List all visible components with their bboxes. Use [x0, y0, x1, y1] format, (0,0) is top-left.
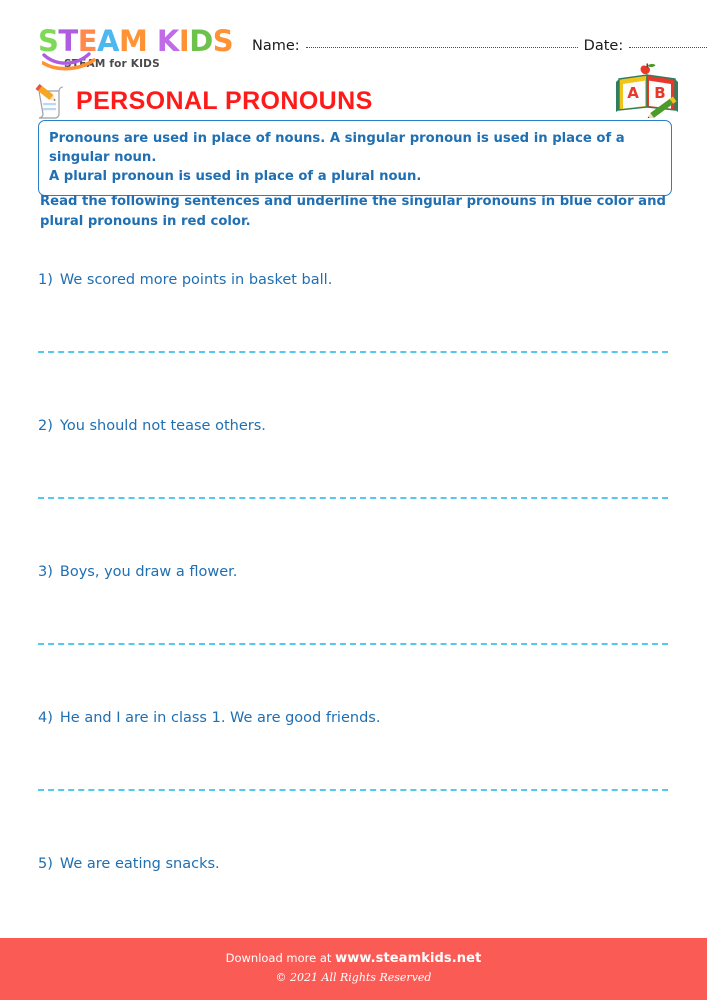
question-block: [0, 258, 707, 404]
scallop-edge: [0, 931, 707, 947]
name-date-fields: [252, 38, 682, 54]
logo-letter-7: I: [178, 24, 190, 58]
svg-text:A: A: [627, 84, 639, 102]
logo-letter-2: E: [77, 24, 97, 58]
name-label: Name:: [252, 38, 300, 54]
question-block: [0, 404, 707, 550]
date-input[interactable]: [629, 36, 707, 48]
abc-book-icon: [613, 62, 685, 118]
footer-download-prefix: Download more at: [225, 951, 332, 965]
logo-letter-4: M: [118, 24, 148, 58]
page-title: [30, 82, 373, 120]
question-sentence: We are eating snacks.: [59, 856, 220, 872]
logo-letter-8: D: [189, 24, 213, 58]
steam-kids-logo: [38, 26, 238, 70]
question-sentence: He and I are in class 1. We are good friends.: [59, 710, 381, 726]
question-number: 4): [38, 710, 53, 726]
question-number: 3): [38, 564, 53, 580]
question-sentence: Boys, you draw a flower.: [59, 564, 238, 580]
page-title-text: PERSONAL PRONOUNS: [76, 86, 373, 115]
page-header: [0, 0, 707, 78]
instruction-line-1: Pronouns are used in place of nouns. A singular pronoun is used in place of a singular noun.: [49, 131, 625, 165]
question-text: [38, 564, 237, 580]
answer-line[interactable]: [38, 351, 668, 353]
question-sentence: We scored more points in basket ball.: [59, 272, 333, 288]
question-block: [0, 696, 707, 842]
question-number: 5): [38, 856, 53, 872]
logo-letter-6: K: [156, 24, 179, 58]
read-instruction: Read the following sentences and underline the singular pronouns in blue color and plural pronouns in red color.: [40, 194, 666, 229]
question-text: [38, 272, 332, 288]
question-number: 2): [38, 418, 53, 434]
logo-letter-9: S: [212, 24, 234, 58]
question-list: [0, 258, 707, 988]
question-block: [0, 550, 707, 696]
logo-letter-3: A: [97, 24, 119, 58]
instruction-box: [38, 120, 672, 196]
question-sentence: You should not tease others.: [59, 418, 266, 434]
footer-download-line: [0, 950, 707, 967]
name-input[interactable]: [306, 36, 578, 48]
answer-line[interactable]: [38, 643, 668, 645]
question-text: [38, 856, 220, 872]
logo-letter-5: [147, 26, 157, 56]
answer-line[interactable]: [38, 789, 668, 791]
question-number: 1): [38, 272, 53, 288]
logo-wordmark: [38, 26, 238, 56]
logo-letter-0: S: [38, 24, 59, 58]
svg-text:B: B: [654, 84, 666, 102]
footer-site-link[interactable]: www.steamkids.net: [335, 951, 482, 966]
pencil-paper-icon: [30, 83, 68, 119]
answer-line[interactable]: [38, 497, 668, 499]
logo-letter-1: T: [58, 24, 78, 58]
logo-tagline: STEAM for KIDS: [64, 58, 160, 70]
page-footer: [0, 938, 707, 1000]
question-text: [38, 418, 266, 434]
question-text: [38, 710, 380, 726]
instruction-line-2: A plural pronoun is used in place of a plural noun.: [49, 169, 422, 184]
date-label: Date:: [583, 38, 624, 54]
footer-copyright: © 2021 All Rights Reserved: [275, 971, 432, 984]
